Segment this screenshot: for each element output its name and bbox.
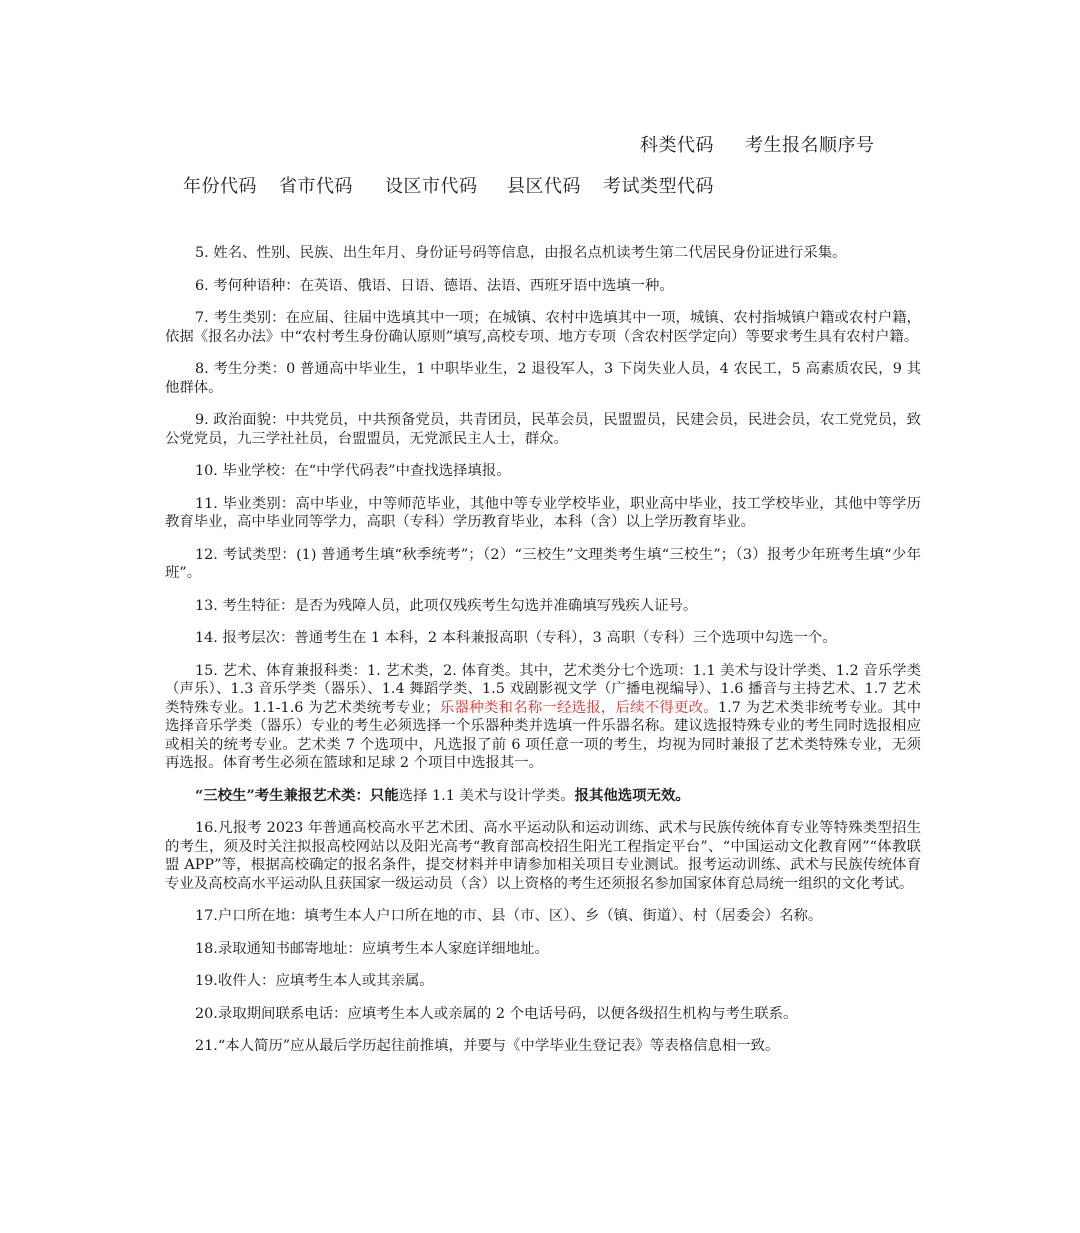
item-8: 8. 考生分类：0 普通高中毕业生，1 中职毕业生，2 退役军人，3 下岗失业人员，4 农民工，5 高素质农民，9 其他群体。 (165, 361, 921, 396)
item-21: 21.“本人简历”应从最后学历起往前推填，并要与《中学毕业生登记表》等表格信息相一致。 (195, 1038, 780, 1054)
item-15-part-2: 1.7 为艺术类非统考专业。其中选择音乐学类（器乐）专业的考生必须选择一个乐器种类并选填一件乐器名称。建议选报特殊专业的考生同时选报相应或相关的统考专业。艺术类 7 个选项中，凡选报了前 6 项任意一项的考生，均视为同时兼报了艺术类特殊专业，无须再选报。体育考生必须在篮球和足球 2 个项目中选报其一。 (165, 699, 921, 771)
item-14: 14. 报考层次：普通考生在 1 本科，2 本科兼报高职（专科），3 高职（专科）三个选项中勾选一个。 (195, 630, 837, 646)
item-18: 18.录取通知书邮寄地址：应填考生本人家庭详细地址。 (195, 940, 549, 957)
item-7: 7. 考生类别：在应届、往届中选填其中一项；在城镇、农村中选填其中一项，城镇、农村指城镇户籍或农村户籍，依据《报名办法》中“农村考生身份确认原则”填写,高校专项、地方专项（含农村医学定向）等要求考生具有农村户籍。 (165, 310, 921, 345)
exam-type-code-label: 考试类型代码 (603, 176, 714, 197)
item-20: 20.录取期间联系电话：应填考生本人或亲属的 2 个电话号码，以便各级招生机构与考生联系。 (195, 1005, 798, 1022)
city-code-label: 设区市代码 (385, 176, 478, 197)
item-5: 5. 姓名、性别、民族、出生年月、身份证号码等信息，由报名点机读考生第二代居民身份证进行采集。 (195, 245, 847, 261)
item-13: 13. 考生特征：是否为残障人员，此项仅残疾考生勾选并准确填写残疾人证号。 (195, 597, 698, 614)
note-bold-2: 报其他选项无效。 (574, 786, 690, 804)
item-12: 12. 考试类型：(1) 普通考生填“秋季统考”；（2）“三校生”文理类考生填“三校生”；（3）报考少年班考生填“少年班”。 (165, 546, 921, 581)
item-15-part-1: 15. 艺术、体育兼报科类：1. 艺术类，2. 体育类。其中，艺术类分七个选项：1.1 美术与设计学类、1.2 音乐学类（声乐）、1.3 音乐学类（器乐）、1.4 舞蹈学类、1.5 戏剧影视文学（广播电视编导）、1.6 播音与主持艺术、1.7 艺术类特殊专业。1.1-1.6 为艺术类统考专业； (165, 662, 921, 716)
note-bold-1: “三校生”考生兼报艺术类：只能 (195, 786, 399, 804)
item-9: 9. 政治面貌：中共党员，中共预备党员，共青团员，民革会员，民盟盟员，民建会员，民进会员，农工党党员，致公党党员，九三学社社员，台盟盟员，无党派民主人士，群众。 (165, 412, 921, 447)
province-code-label: 省市代码 (279, 176, 353, 197)
item-11: 11. 毕业类别：高中毕业，中等师范毕业，其他中等专业学校毕业，职业高中毕业，技工学校毕业，其他中等学历教育毕业，高中毕业同等学力，高职（专科）学历教育毕业，本科（含）以上学历教育毕业。 (165, 495, 921, 530)
item-6: 6. 考何种语种：在英语、俄语、日语、德语、法语、西班牙语中选填一种。 (195, 277, 674, 294)
item-19: 19.收件人：应填考生本人或其亲属。 (195, 973, 434, 989)
item-10: 10. 毕业学校：在“中学代码表”中查找选择填报。 (195, 463, 511, 479)
sanxiaosheng-art-note (165, 787, 921, 806)
item-17: 17.户口所在地：填考生本人户口所在地的市、县（市、区）、乡（镇、街道）、村（居委会）名称。 (195, 908, 823, 924)
year-code-label: 年份代码 (183, 176, 257, 197)
county-code-label: 县区代码 (507, 176, 581, 197)
registration-sequence-label: 考生报名顺序号 (745, 135, 875, 156)
item-15-warning: 乐器种类和名称一经选报，后续不得更改。 (439, 699, 718, 716)
item-16: 16.凡报考 2023 年普通高校高水平艺术团、高水平运动队和运动训练、武术与民族传统体育专业等特殊类型招生的考生，须及时关注拟报高校网站以及阳光高考“教育部高校招生阳光工程指定平台”、“中国运动文化教育网”“体教联盟 APP”等，根据高校确定的报名条件，提交材料并申请参加相关项目专业测试。报考运动训练、武术与民族传统体育专业及高校高水平运动队且获国家一级运动员（含）以上资格的考生还须报名参加国家体育总局统一组织的文化考试。 (165, 820, 921, 892)
subject-code-label: 科类代码 (640, 135, 714, 156)
note-normal: 选择 1.1 美术与设计学类。 (398, 787, 575, 804)
instructions-body (165, 238, 921, 1056)
item-15 (165, 662, 921, 773)
